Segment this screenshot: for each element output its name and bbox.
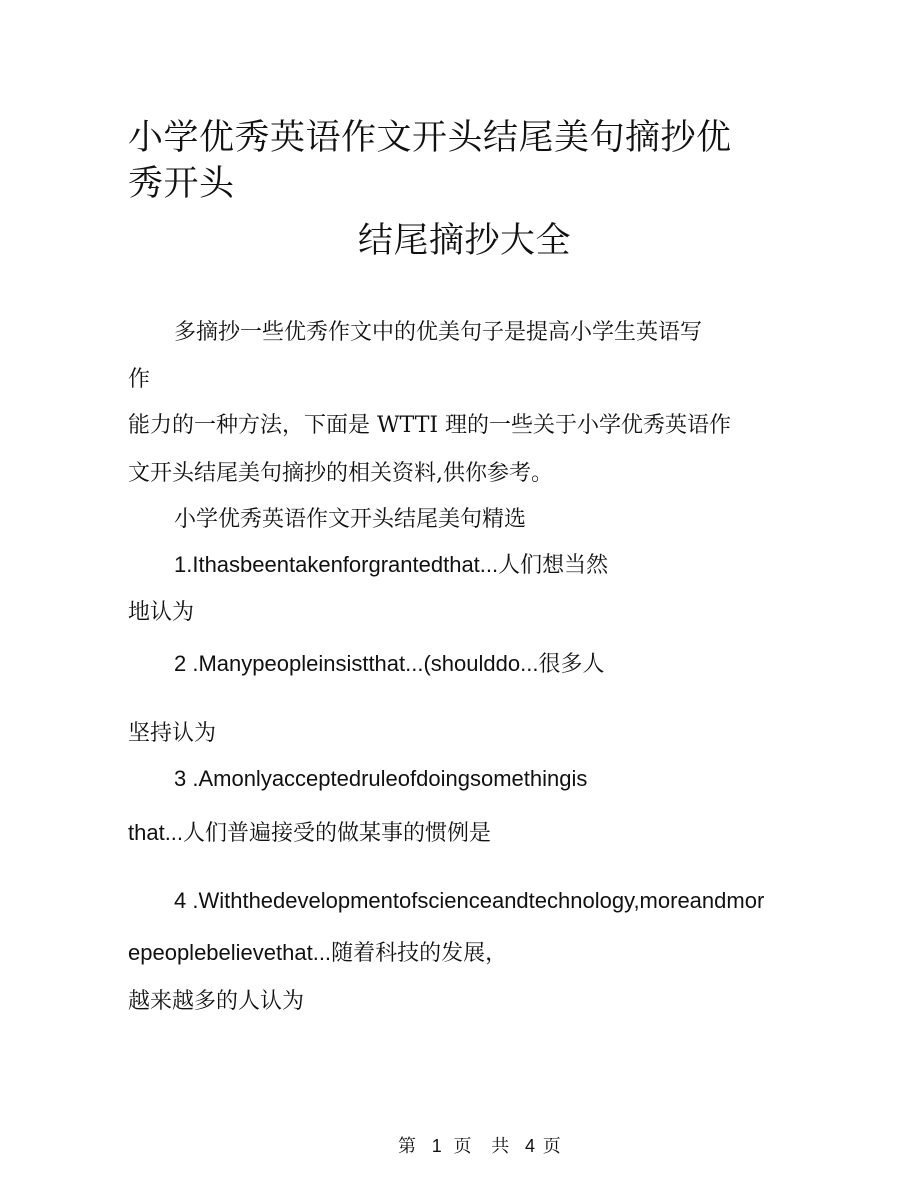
list-item-4-english: 4 .Withthedevelopmentofscienceandtechnology,moreandmor — [174, 888, 765, 913]
section-heading: 小学优秀英语作文开头结尾美句精选 — [174, 507, 527, 532]
footer-total-pages: 4 — [524, 1136, 535, 1156]
document-title-line-1: 小学优秀英语作文开头结尾美句摘抄优 — [128, 118, 732, 158]
intro-line-3: 能力的一种方法，下面是 WTTI 理的一些关于小学优秀英语作 — [128, 413, 732, 438]
intro-line-2: 作 — [128, 367, 151, 392]
list-item-4 — [174, 888, 764, 914]
list-item-2-english: 2 .Manypeopleinsistthat...(shoulddo... — [174, 651, 539, 676]
list-item-4-continuation — [128, 936, 507, 967]
list-item-4-continuation-english: epeoplebelievethat... — [128, 940, 332, 965]
list-item-4-continuation-2: 越来越多的人认为 — [128, 989, 305, 1014]
intro-line-1: 多摘抄一些优秀作文中的优美句子是提高小学生英语写 — [174, 320, 703, 345]
document-title-line-2: 秀开头 — [128, 164, 235, 204]
list-item-3 — [174, 766, 587, 792]
page-footer — [398, 1132, 561, 1158]
footer-page-unit-2: 页 — [542, 1136, 561, 1157]
list-item-2 — [174, 647, 604, 678]
list-item-2-continuation: 坚持认为 — [128, 721, 217, 746]
list-item-1 — [174, 548, 608, 579]
list-item-1-chinese: 人们想当然 — [498, 553, 609, 578]
list-item-3-english: 3 .Amonlyacceptedruleofdoingsomethingis — [174, 766, 588, 791]
footer-page-unit: 页 — [453, 1136, 472, 1157]
list-item-3-continuation — [128, 816, 491, 847]
list-item-1-english: 1.Ithasbeentakenforgrantedthat... — [174, 552, 499, 577]
list-item-3-continuation-english: that... — [128, 820, 184, 845]
list-item-3-continuation-chinese: 人们普遍接受的做某事的惯例是 — [183, 821, 492, 846]
footer-current-page: 1 — [431, 1136, 442, 1156]
footer-page-label: 第 — [398, 1136, 416, 1157]
list-item-1-continuation: 地认为 — [128, 600, 195, 625]
intro-line-4: 文开头结尾美句摘抄的相关资料,供你参考。 — [128, 461, 553, 486]
list-item-2-chinese: 很多人 — [538, 652, 605, 677]
list-item-4-continuation-chinese: 随着科技的发展， — [331, 941, 508, 966]
footer-total-label: 共 — [491, 1136, 510, 1157]
document-title-line-3: 结尾摘抄大全 — [358, 221, 572, 261]
